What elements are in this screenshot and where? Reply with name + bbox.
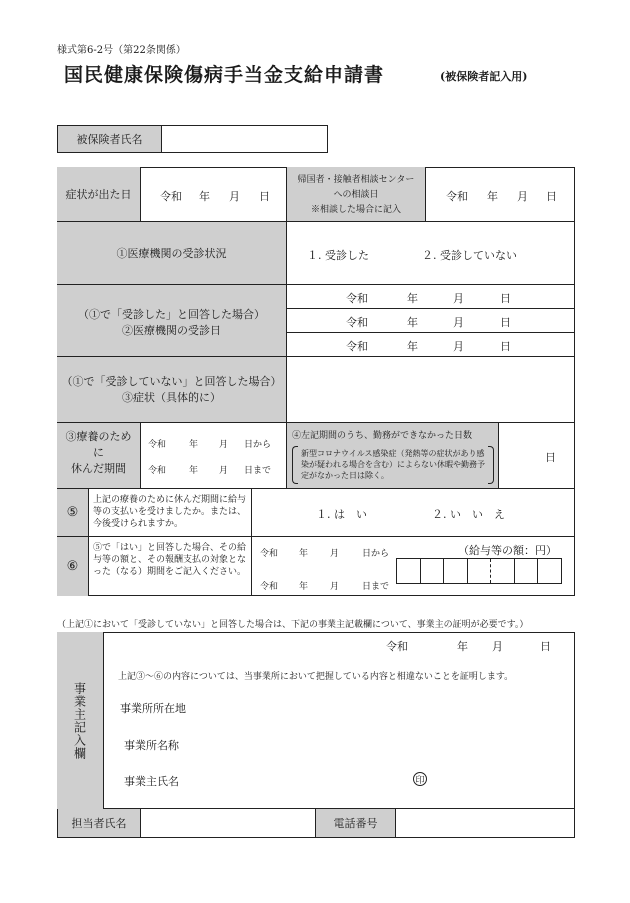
- rest-from-year: 年: [189, 440, 199, 450]
- consult-year: 年: [487, 190, 498, 203]
- q1-label: ①医療機関の受診状況: [57, 222, 287, 285]
- rest-from-era: 令和: [148, 440, 167, 450]
- q2-row3-day: 日: [500, 340, 511, 353]
- page-subtitle: (被保険者記入用): [440, 70, 528, 83]
- rest-label-line3: 休んだ期間: [71, 462, 126, 475]
- rest-to-year: 年: [189, 466, 199, 476]
- q5-option-yes[interactable]: １. は い: [316, 508, 367, 521]
- staff-name-label: 担当者氏名: [57, 809, 141, 838]
- phone-field[interactable]: [396, 809, 575, 838]
- amount-digit-box[interactable]: [421, 559, 445, 583]
- q4-note: 新型コロナウイルス感染症（発熱等の症状があり感染が疑われる場合を含む）によらない休暇や勤務予定がなかった日は除く。: [301, 449, 485, 480]
- rest-to-month: 月: [219, 466, 229, 476]
- employer-owner-label: 事業主氏名: [124, 775, 179, 788]
- employer-date-era: 令和: [386, 640, 408, 653]
- symptom-year: 年: [199, 190, 210, 203]
- staff-name-field[interactable]: [141, 809, 316, 838]
- amount-digit-box[interactable]: [397, 559, 421, 583]
- rest-label-line1: ③療養のため: [65, 430, 132, 443]
- employer-date-day: 日: [540, 640, 551, 653]
- q6-question: ⑤で「はい」と回答した場合、その給与等の額と、その報酬支払の対象となった（なる）期間をご記入ください。: [89, 537, 252, 596]
- q2-date-row-3[interactable]: [287, 333, 575, 357]
- employer-vertical-text: 事業主記入欄: [72, 681, 87, 760]
- phone-label: 電話番号: [316, 809, 396, 838]
- consult-label-line3: ※相談した場合に記入: [310, 205, 401, 215]
- q3-symptom-field[interactable]: [287, 357, 575, 423]
- employer-date-year: 年: [457, 640, 468, 653]
- q4-day-unit: 日: [545, 451, 556, 464]
- q6-from-suffix: 日から: [362, 549, 390, 559]
- q1-option-not-visited[interactable]: ２. 受診していない: [422, 249, 517, 262]
- q4-note-bracket: [292, 446, 494, 484]
- employer-note: （上記①において「受診していない」と回答した場合は、下記の事業主記載欄について、事業主の証明が必要です。）: [57, 620, 529, 630]
- q5-options: [252, 489, 575, 537]
- employer-fields[interactable]: [104, 632, 575, 809]
- page-title: 国民健康保険傷病手当金支給申請書: [64, 64, 385, 86]
- q6-number: ⑥: [57, 537, 89, 596]
- q2-row2-month: 月: [453, 316, 464, 329]
- consult-month: 月: [517, 190, 528, 203]
- employer-certify: 上記③～⑥の内容については、当事業所において把握している内容と相違ないことを証明します。: [118, 672, 514, 682]
- consult-label-line1: 帰国者・接触者相談センター: [297, 175, 415, 185]
- amount-digit-box[interactable]: [444, 559, 468, 583]
- amount-digit-box[interactable]: [538, 559, 561, 583]
- symptom-date-label: 症状が出た日: [57, 167, 141, 222]
- symptom-era: 令和: [160, 190, 182, 203]
- rest-label-line2: に: [93, 446, 104, 459]
- symptom-date-field[interactable]: [141, 167, 287, 222]
- rest-to-era: 令和: [148, 466, 167, 476]
- employer-vertical-label: [57, 632, 104, 809]
- insured-name-field[interactable]: [161, 125, 328, 153]
- q2-label-line1: （①で「受診した」と回答した場合）: [78, 308, 265, 321]
- q6-from-era: 令和: [260, 549, 279, 559]
- amount-digit-box[interactable]: [491, 559, 515, 583]
- employer-date-month: 月: [492, 640, 503, 653]
- q2-date-row-1[interactable]: [287, 285, 575, 309]
- seal-icon: 印: [413, 772, 427, 786]
- q2-date-row-2[interactable]: [287, 309, 575, 333]
- q2-label: [57, 285, 287, 357]
- q5-number: ⑤: [57, 489, 89, 537]
- rest-period-label: [57, 423, 141, 489]
- consult-era: 令和: [446, 190, 468, 203]
- amount-digit-box[interactable]: [468, 559, 492, 583]
- rest-from-suffix: 日から: [244, 440, 272, 450]
- employer-address-label: 事業所所在地: [120, 702, 186, 715]
- consult-day: 日: [546, 190, 557, 203]
- q2-label-line2: ②医療機関の受診日: [122, 324, 221, 337]
- q6-to-era: 令和: [260, 582, 279, 592]
- q6-amount-label: （給与等の額：円）: [458, 544, 557, 557]
- q6-to-suffix: 日まで: [362, 582, 390, 592]
- form-number: 様式第6-2号（第22条関係）: [57, 45, 186, 56]
- q6-amount-boxes[interactable]: [396, 558, 562, 584]
- rest-to-suffix: 日まで: [244, 466, 272, 476]
- q2-row2-year: 年: [407, 316, 418, 329]
- insured-name-label: 被保険者氏名: [57, 125, 162, 153]
- consult-date-field[interactable]: [426, 167, 575, 222]
- q6-from-month: 月: [330, 549, 340, 559]
- q6-from-year: 年: [299, 549, 309, 559]
- q2-row2-day: 日: [500, 316, 511, 329]
- q3-symptom-label: [57, 357, 287, 423]
- q5-option-no[interactable]: ２. い い え: [432, 508, 505, 521]
- q3-symptom-line2: ③症状（具体的に）: [122, 391, 221, 404]
- consult-label-line2: への相談日: [333, 190, 379, 200]
- employer-office-label: 事業所名称: [124, 739, 179, 752]
- q2-row1-year: 年: [407, 292, 418, 305]
- q1-options: [287, 222, 575, 285]
- q2-row3-era: 令和: [346, 340, 368, 353]
- q3-symptom-line1: （①で「受診していない」と回答した場合）: [61, 375, 282, 388]
- q2-row2-era: 令和: [346, 316, 368, 329]
- q2-row1-day: 日: [500, 292, 511, 305]
- q1-option-visited[interactable]: １. 受診した: [307, 249, 369, 262]
- consult-date-label: [287, 167, 426, 222]
- q2-row1-era: 令和: [346, 292, 368, 305]
- q6-to-month: 月: [330, 582, 340, 592]
- q4-label: ④左記期間のうち、勤務ができなかった日数: [292, 431, 473, 441]
- q2-row3-month: 月: [453, 340, 464, 353]
- q5-question: 上記の療養のために休んだ期間に給与等の支払いを受けましたか。または、今後受けられますか。: [89, 489, 252, 537]
- amount-digit-box[interactable]: [515, 559, 539, 583]
- symptom-month: 月: [229, 190, 240, 203]
- rest-period-field[interactable]: [141, 423, 287, 489]
- q4-days-field[interactable]: [499, 423, 575, 489]
- q4-label-cell: [287, 423, 499, 489]
- q2-row1-month: 月: [453, 292, 464, 305]
- q6-to-year: 年: [299, 582, 309, 592]
- rest-from-month: 月: [219, 440, 229, 450]
- symptom-day: 日: [259, 190, 270, 203]
- q2-row3-year: 年: [407, 340, 418, 353]
